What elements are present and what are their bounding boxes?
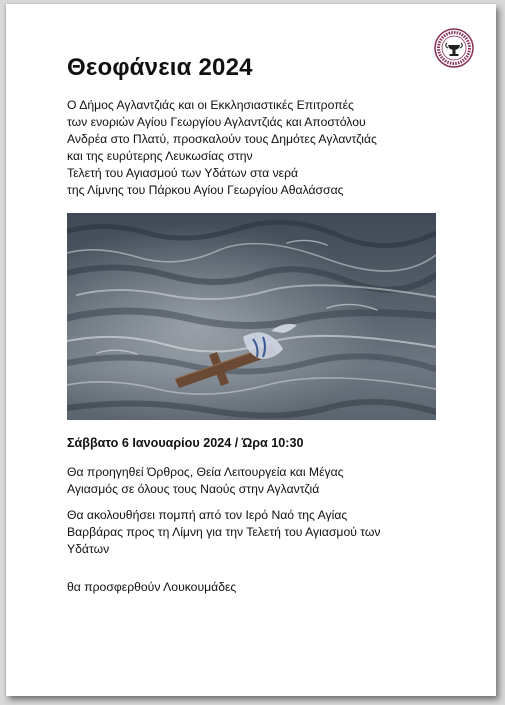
- paragraph-line: Βαρβάρας προς τη Λίμνη για την Τελετή του Αγιασμού των: [67, 525, 381, 539]
- intro-line: Τελετή του Αγιασμού των Υδάτων στα νερά: [67, 166, 299, 180]
- intro-line: Ο Δήμος Αγλαντζιάς και οι Εκκλησιαστικές Επιτροπές: [67, 98, 354, 112]
- paragraph-refreshments: θα προσφερθούν Λουκουμάδες: [67, 580, 237, 594]
- cross-in-water-photo: [67, 213, 436, 420]
- paragraph-liturgy: [67, 464, 344, 498]
- paragraph-line: Αγιασμός σε όλους τους Ναούς στην Αγλαντζιά: [67, 482, 320, 496]
- intro-line: των ενοριών Αγίου Γεωργίου Αγλαντζιάς και Αποστόλου: [67, 115, 366, 129]
- paragraph-line: Θα προηγηθεί Όρθρος, Θεία Λειτουργεία και Μέγας: [67, 465, 344, 479]
- intro-line: και της ευρύτερης Λευκωσίας στην: [67, 149, 253, 163]
- document-page: [6, 4, 496, 696]
- paragraph-line: Υδάτων: [67, 542, 110, 556]
- paragraph-line: Θα ακολουθήσει πομπή από τον Ιερό Ναό της Αγίας: [67, 508, 348, 522]
- paragraph-procession: [67, 507, 381, 558]
- intro-paragraph: [67, 97, 447, 199]
- page-title: Θεοφάνεια 2024: [67, 54, 253, 81]
- municipality-emblem-icon: [434, 28, 474, 68]
- intro-line: της Λίμνης του Πάρκου Αγίου Γεωργίου Αθαλάσσας: [67, 183, 344, 197]
- intro-line: Ανδρέα στο Πλατύ, προσκαλούν τους Δημότες Αγλαντζιάς: [67, 132, 377, 146]
- event-datetime: Σάββατο 6 Ιανουαρίου 2024 / Ώρα 10:30: [67, 436, 304, 450]
